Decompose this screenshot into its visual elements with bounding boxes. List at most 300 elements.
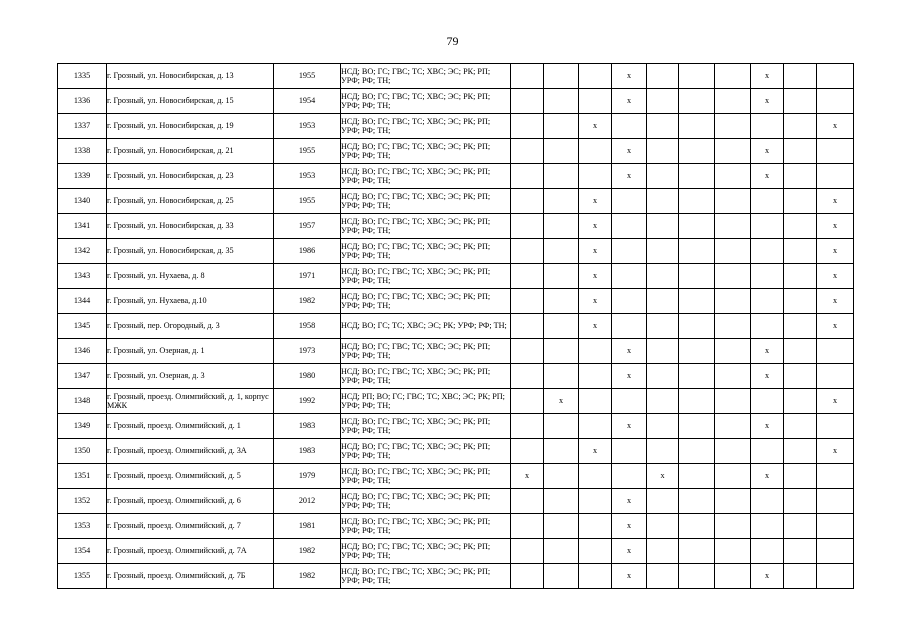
table-row bbox=[58, 64, 854, 89]
mark-cell-1 bbox=[511, 189, 544, 214]
mark-cell-2 bbox=[544, 264, 579, 289]
address-cell: г. Грозный, проезд. Олимпийский, д. 1, корпус МЖК bbox=[107, 389, 274, 414]
mark-cell-5 bbox=[647, 189, 679, 214]
mark-cell-7 bbox=[715, 514, 751, 539]
mark-cell-10 bbox=[817, 139, 854, 164]
mark-cell-2 bbox=[544, 539, 579, 564]
construction-year-cell: 1955 bbox=[274, 64, 341, 89]
construction-year-cell: 1982 bbox=[274, 564, 341, 589]
mark-cell-9 bbox=[784, 539, 817, 564]
mark-cell-10: x bbox=[817, 214, 854, 239]
engineering-systems-cell: НСД; ВО; ГС; ГВС; ТС; ХВС; ЭС; РК; РП; УРФ; РФ; ТН; bbox=[341, 514, 511, 539]
mark-cell-6 bbox=[679, 314, 715, 339]
address-cell: г. Грозный, ул. Новосибирская, д. 13 bbox=[107, 64, 274, 89]
mark-cell-8 bbox=[751, 239, 784, 264]
mark-cell-9 bbox=[784, 489, 817, 514]
mark-cell-6 bbox=[679, 139, 715, 164]
address-cell: г. Грозный, ул. Новосибирская, д. 15 bbox=[107, 89, 274, 114]
mark-cell-2 bbox=[544, 314, 579, 339]
mark-cell-1 bbox=[511, 264, 544, 289]
mark-cell-7 bbox=[715, 139, 751, 164]
address-cell: г. Грозный, ул. Новосибирская, д. 23 bbox=[107, 164, 274, 189]
row-number-cell: 1345 bbox=[58, 314, 107, 339]
housing-registry-table bbox=[57, 63, 854, 589]
address-cell: г. Грозный, ул. Нухаева, д.10 bbox=[107, 289, 274, 314]
mark-cell-4 bbox=[612, 239, 647, 264]
mark-cell-8 bbox=[751, 514, 784, 539]
mark-cell-5: x bbox=[647, 464, 679, 489]
mark-cell-6 bbox=[679, 189, 715, 214]
row-number-cell: 1337 bbox=[58, 114, 107, 139]
mark-cell-2 bbox=[544, 114, 579, 139]
mark-cell-8 bbox=[751, 539, 784, 564]
table-row bbox=[58, 489, 854, 514]
mark-cell-5 bbox=[647, 364, 679, 389]
mark-cell-10: x bbox=[817, 114, 854, 139]
table-row bbox=[58, 89, 854, 114]
address-cell: г. Грозный, ул. Новосибирская, д. 21 bbox=[107, 139, 274, 164]
table-row bbox=[58, 339, 854, 364]
mark-cell-8: x bbox=[751, 339, 784, 364]
mark-cell-10 bbox=[817, 89, 854, 114]
mark-cell-8: x bbox=[751, 464, 784, 489]
table-row bbox=[58, 564, 854, 589]
mark-cell-3 bbox=[579, 564, 612, 589]
row-number-cell: 1355 bbox=[58, 564, 107, 589]
mark-cell-3 bbox=[579, 514, 612, 539]
construction-year-cell: 1955 bbox=[274, 139, 341, 164]
mark-cell-6 bbox=[679, 264, 715, 289]
row-number-cell: 1350 bbox=[58, 439, 107, 464]
mark-cell-8 bbox=[751, 189, 784, 214]
mark-cell-4 bbox=[612, 389, 647, 414]
mark-cell-6 bbox=[679, 514, 715, 539]
mark-cell-8: x bbox=[751, 364, 784, 389]
mark-cell-1 bbox=[511, 239, 544, 264]
mark-cell-6 bbox=[679, 464, 715, 489]
mark-cell-10: x bbox=[817, 189, 854, 214]
mark-cell-2 bbox=[544, 89, 579, 114]
mark-cell-4 bbox=[612, 314, 647, 339]
construction-year-cell: 1992 bbox=[274, 389, 341, 414]
mark-cell-1 bbox=[511, 564, 544, 589]
mark-cell-8: x bbox=[751, 164, 784, 189]
construction-year-cell: 1980 bbox=[274, 364, 341, 389]
row-number-cell: 1340 bbox=[58, 189, 107, 214]
mark-cell-10: x bbox=[817, 239, 854, 264]
mark-cell-2 bbox=[544, 364, 579, 389]
engineering-systems-cell: НСД; ВО; ГС; ГВС; ТС; ХВС; ЭС; РК; РП; УРФ; РФ; ТН; bbox=[341, 64, 511, 89]
mark-cell-7 bbox=[715, 89, 751, 114]
mark-cell-10: x bbox=[817, 389, 854, 414]
table-row bbox=[58, 464, 854, 489]
mark-cell-9 bbox=[784, 514, 817, 539]
mark-cell-9 bbox=[784, 189, 817, 214]
mark-cell-5 bbox=[647, 289, 679, 314]
address-cell: г. Грозный, ул. Новосибирская, д. 25 bbox=[107, 189, 274, 214]
engineering-systems-cell: НСД; ВО; ГС; ГВС; ТС; ХВС; ЭС; РК; РП; УРФ; РФ; ТН; bbox=[341, 564, 511, 589]
construction-year-cell: 1981 bbox=[274, 514, 341, 539]
mark-cell-2 bbox=[544, 239, 579, 264]
mark-cell-3 bbox=[579, 364, 612, 389]
mark-cell-2 bbox=[544, 564, 579, 589]
mark-cell-5 bbox=[647, 489, 679, 514]
mark-cell-10 bbox=[817, 364, 854, 389]
construction-year-cell: 1953 bbox=[274, 164, 341, 189]
table-row bbox=[58, 189, 854, 214]
row-number-cell: 1354 bbox=[58, 539, 107, 564]
mark-cell-5 bbox=[647, 439, 679, 464]
mark-cell-2 bbox=[544, 339, 579, 364]
mark-cell-5 bbox=[647, 214, 679, 239]
mark-cell-5 bbox=[647, 264, 679, 289]
mark-cell-7 bbox=[715, 289, 751, 314]
mark-cell-7 bbox=[715, 114, 751, 139]
table-row bbox=[58, 389, 854, 414]
engineering-systems-cell: НСД; ВО; ГС; ГВС; ТС; ХВС; ЭС; РК; РП; УРФ; РФ; ТН; bbox=[341, 114, 511, 139]
row-number-cell: 1353 bbox=[58, 514, 107, 539]
mark-cell-6 bbox=[679, 364, 715, 389]
mark-cell-10: x bbox=[817, 439, 854, 464]
construction-year-cell: 1973 bbox=[274, 339, 341, 364]
mark-cell-3 bbox=[579, 164, 612, 189]
mark-cell-6 bbox=[679, 339, 715, 364]
mark-cell-2 bbox=[544, 214, 579, 239]
engineering-systems-cell: НСД; ВО; ГС; ГВС; ТС; ХВС; ЭС; РК; РП; УРФ; РФ; ТН; bbox=[341, 489, 511, 514]
table-row bbox=[58, 164, 854, 189]
mark-cell-3 bbox=[579, 339, 612, 364]
mark-cell-1 bbox=[511, 214, 544, 239]
mark-cell-10 bbox=[817, 489, 854, 514]
mark-cell-7 bbox=[715, 439, 751, 464]
mark-cell-3 bbox=[579, 539, 612, 564]
mark-cell-8: x bbox=[751, 64, 784, 89]
mark-cell-7 bbox=[715, 164, 751, 189]
address-cell: г. Грозный, ул. Озерная, д. 3 bbox=[107, 364, 274, 389]
mark-cell-4: x bbox=[612, 414, 647, 439]
mark-cell-4: x bbox=[612, 564, 647, 589]
engineering-systems-cell: НСД; ВО; ГС; ГВС; ТС; ХВС; ЭС; РК; РП; УРФ; РФ; ТН; bbox=[341, 289, 511, 314]
construction-year-cell: 1958 bbox=[274, 314, 341, 339]
engineering-systems-cell: НСД; ВО; ГС; ГВС; ТС; ХВС; ЭС; РК; РП; УРФ; РФ; ТН; bbox=[341, 464, 511, 489]
mark-cell-1 bbox=[511, 314, 544, 339]
mark-cell-6 bbox=[679, 114, 715, 139]
mark-cell-4: x bbox=[612, 514, 647, 539]
mark-cell-2 bbox=[544, 464, 579, 489]
address-cell: г. Грозный, ул. Новосибирская, д. 33 bbox=[107, 214, 274, 239]
engineering-systems-cell: НСД; ВО; ГС; ГВС; ТС; ХВС; ЭС; РК; РП; УРФ; РФ; ТН; bbox=[341, 264, 511, 289]
mark-cell-4 bbox=[612, 189, 647, 214]
address-cell: г. Грозный, ул. Нухаева, д. 8 bbox=[107, 264, 274, 289]
row-number-cell: 1335 bbox=[58, 64, 107, 89]
mark-cell-7 bbox=[715, 239, 751, 264]
mark-cell-7 bbox=[715, 214, 751, 239]
address-cell: г. Грозный, проезд. Олимпийский, д. 7Б bbox=[107, 564, 274, 589]
mark-cell-9 bbox=[784, 89, 817, 114]
row-number-cell: 1349 bbox=[58, 414, 107, 439]
mark-cell-4: x bbox=[612, 164, 647, 189]
mark-cell-2 bbox=[544, 289, 579, 314]
address-cell: г. Грозный, проезд. Олимпийский, д. 3А bbox=[107, 439, 274, 464]
mark-cell-9 bbox=[784, 264, 817, 289]
mark-cell-5 bbox=[647, 314, 679, 339]
mark-cell-9 bbox=[784, 239, 817, 264]
row-number-cell: 1341 bbox=[58, 214, 107, 239]
table-row bbox=[58, 414, 854, 439]
mark-cell-10 bbox=[817, 464, 854, 489]
engineering-systems-cell: НСД; ВО; ГС; ГВС; ТС; ХВС; ЭС; РК; РП; УРФ; РФ; ТН; bbox=[341, 189, 511, 214]
address-cell: г. Грозный, проезд. Олимпийский, д. 1 bbox=[107, 414, 274, 439]
mark-cell-1 bbox=[511, 139, 544, 164]
mark-cell-3 bbox=[579, 64, 612, 89]
engineering-systems-cell: НСД; ВО; ГС; ГВС; ТС; ХВС; ЭС; РК; РП; УРФ; РФ; ТН; bbox=[341, 539, 511, 564]
construction-year-cell: 1953 bbox=[274, 114, 341, 139]
mark-cell-7 bbox=[715, 489, 751, 514]
mark-cell-5 bbox=[647, 239, 679, 264]
mark-cell-2 bbox=[544, 139, 579, 164]
mark-cell-4 bbox=[612, 214, 647, 239]
mark-cell-10 bbox=[817, 64, 854, 89]
address-cell: г. Грозный, проезд. Олимпийский, д. 6 bbox=[107, 489, 274, 514]
mark-cell-6 bbox=[679, 489, 715, 514]
mark-cell-4 bbox=[612, 114, 647, 139]
mark-cell-8 bbox=[751, 264, 784, 289]
engineering-systems-cell: НСД; ВО; ГС; ГВС; ТС; ХВС; ЭС; РК; РП; УРФ; РФ; ТН; bbox=[341, 164, 511, 189]
address-cell: г. Грозный, проезд. Олимпийский, д. 7А bbox=[107, 539, 274, 564]
mark-cell-1 bbox=[511, 514, 544, 539]
mark-cell-4: x bbox=[612, 364, 647, 389]
mark-cell-5 bbox=[647, 139, 679, 164]
mark-cell-1 bbox=[511, 114, 544, 139]
engineering-systems-cell: НСД; ВО; ГС; ГВС; ТС; ХВС; ЭС; РК; РП; УРФ; РФ; ТН; bbox=[341, 414, 511, 439]
mark-cell-1 bbox=[511, 339, 544, 364]
mark-cell-1: x bbox=[511, 464, 544, 489]
mark-cell-10 bbox=[817, 514, 854, 539]
mark-cell-2: x bbox=[544, 389, 579, 414]
engineering-systems-cell: НСД; ВО; ГС; ГВС; ТС; ХВС; ЭС; РК; РП; УРФ; РФ; ТН; bbox=[341, 89, 511, 114]
table-row bbox=[58, 314, 854, 339]
mark-cell-4: x bbox=[612, 89, 647, 114]
mark-cell-9 bbox=[784, 564, 817, 589]
row-number-cell: 1346 bbox=[58, 339, 107, 364]
mark-cell-3 bbox=[579, 389, 612, 414]
mark-cell-2 bbox=[544, 164, 579, 189]
construction-year-cell: 1971 bbox=[274, 264, 341, 289]
mark-cell-9 bbox=[784, 139, 817, 164]
mark-cell-6 bbox=[679, 64, 715, 89]
construction-year-cell: 1986 bbox=[274, 239, 341, 264]
address-cell: г. Грозный, ул. Новосибирская, д. 35 bbox=[107, 239, 274, 264]
mark-cell-8: x bbox=[751, 89, 784, 114]
construction-year-cell: 1979 bbox=[274, 464, 341, 489]
construction-year-cell: 1983 bbox=[274, 439, 341, 464]
row-number-cell: 1352 bbox=[58, 489, 107, 514]
mark-cell-4: x bbox=[612, 64, 647, 89]
address-cell: г. Грозный, проезд. Олимпийский, д. 7 bbox=[107, 514, 274, 539]
mark-cell-7 bbox=[715, 364, 751, 389]
mark-cell-6 bbox=[679, 289, 715, 314]
mark-cell-6 bbox=[679, 164, 715, 189]
row-number-cell: 1342 bbox=[58, 239, 107, 264]
engineering-systems-cell: НСД; ВО; ГС; ГВС; ТС; ХВС; ЭС; РК; РП; УРФ; РФ; ТН; bbox=[341, 214, 511, 239]
mark-cell-3: x bbox=[579, 214, 612, 239]
mark-cell-8: x bbox=[751, 139, 784, 164]
mark-cell-3: x bbox=[579, 189, 612, 214]
row-number-cell: 1338 bbox=[58, 139, 107, 164]
address-cell: г. Грозный, проезд. Олимпийский, д. 5 bbox=[107, 464, 274, 489]
mark-cell-5 bbox=[647, 564, 679, 589]
mark-cell-5 bbox=[647, 539, 679, 564]
mark-cell-5 bbox=[647, 339, 679, 364]
mark-cell-3 bbox=[579, 139, 612, 164]
table-row bbox=[58, 264, 854, 289]
mark-cell-1 bbox=[511, 389, 544, 414]
mark-cell-7 bbox=[715, 464, 751, 489]
mark-cell-9 bbox=[784, 389, 817, 414]
table-row bbox=[58, 214, 854, 239]
mark-cell-7 bbox=[715, 189, 751, 214]
mark-cell-9 bbox=[784, 439, 817, 464]
table-row bbox=[58, 139, 854, 164]
construction-year-cell: 1982 bbox=[274, 289, 341, 314]
mark-cell-10 bbox=[817, 539, 854, 564]
mark-cell-7 bbox=[715, 539, 751, 564]
mark-cell-6 bbox=[679, 414, 715, 439]
construction-year-cell: 1955 bbox=[274, 189, 341, 214]
mark-cell-8 bbox=[751, 389, 784, 414]
mark-cell-7 bbox=[715, 314, 751, 339]
row-number-cell: 1336 bbox=[58, 89, 107, 114]
mark-cell-8 bbox=[751, 314, 784, 339]
engineering-systems-cell: НСД; ВО; ГС; ГВС; ТС; ХВС; ЭС; РК; РП; УРФ; РФ; ТН; bbox=[341, 364, 511, 389]
engineering-systems-cell: НСД; ВО; ГС; ТС; ХВС; ЭС; РК; УРФ; РФ; ТН; bbox=[341, 314, 511, 339]
mark-cell-3: x bbox=[579, 439, 612, 464]
mark-cell-2 bbox=[544, 414, 579, 439]
mark-cell-4 bbox=[612, 464, 647, 489]
mark-cell-1 bbox=[511, 364, 544, 389]
engineering-systems-cell: НСД; ВО; ГС; ГВС; ТС; ХВС; ЭС; РК; РП; УРФ; РФ; ТН; bbox=[341, 239, 511, 264]
mark-cell-10 bbox=[817, 564, 854, 589]
mark-cell-7 bbox=[715, 414, 751, 439]
construction-year-cell: 1982 bbox=[274, 539, 341, 564]
mark-cell-6 bbox=[679, 214, 715, 239]
mark-cell-3 bbox=[579, 89, 612, 114]
engineering-systems-cell: НСД; ВО; ГС; ГВС; ТС; ХВС; ЭС; РК; РП; УРФ; РФ; ТН; bbox=[341, 439, 511, 464]
mark-cell-1 bbox=[511, 539, 544, 564]
mark-cell-10 bbox=[817, 164, 854, 189]
table-row bbox=[58, 514, 854, 539]
mark-cell-4: x bbox=[612, 339, 647, 364]
mark-cell-9 bbox=[784, 289, 817, 314]
mark-cell-3 bbox=[579, 489, 612, 514]
mark-cell-2 bbox=[544, 514, 579, 539]
table-row bbox=[58, 439, 854, 464]
engineering-systems-cell: НСД; ВО; ГС; ГВС; ТС; ХВС; ЭС; РК; РП; УРФ; РФ; ТН; bbox=[341, 339, 511, 364]
row-number-cell: 1347 bbox=[58, 364, 107, 389]
page-number: 79 bbox=[446, 34, 459, 48]
mark-cell-1 bbox=[511, 89, 544, 114]
address-cell: г. Грозный, ул. Озерная, д. 1 bbox=[107, 339, 274, 364]
mark-cell-8 bbox=[751, 114, 784, 139]
mark-cell-4 bbox=[612, 264, 647, 289]
table-row bbox=[58, 239, 854, 264]
mark-cell-4 bbox=[612, 289, 647, 314]
mark-cell-8 bbox=[751, 489, 784, 514]
row-number-cell: 1351 bbox=[58, 464, 107, 489]
mark-cell-2 bbox=[544, 64, 579, 89]
construction-year-cell: 2012 bbox=[274, 489, 341, 514]
engineering-systems-cell: НСД; РП; ВО; ГС; ГВС; ТС; ХВС; ЭС; РК; РП; УРФ; РФ; ТН; bbox=[341, 389, 511, 414]
address-cell: г. Грозный, пер. Огородный, д. 3 bbox=[107, 314, 274, 339]
mark-cell-8 bbox=[751, 289, 784, 314]
mark-cell-5 bbox=[647, 514, 679, 539]
mark-cell-1 bbox=[511, 489, 544, 514]
mark-cell-2 bbox=[544, 189, 579, 214]
mark-cell-5 bbox=[647, 389, 679, 414]
mark-cell-3: x bbox=[579, 314, 612, 339]
mark-cell-4: x bbox=[612, 489, 647, 514]
mark-cell-5 bbox=[647, 414, 679, 439]
mark-cell-9 bbox=[784, 364, 817, 389]
mark-cell-7 bbox=[715, 64, 751, 89]
table-row bbox=[58, 289, 854, 314]
mark-cell-6 bbox=[679, 539, 715, 564]
mark-cell-1 bbox=[511, 289, 544, 314]
mark-cell-9 bbox=[784, 214, 817, 239]
mark-cell-4: x bbox=[612, 539, 647, 564]
mark-cell-6 bbox=[679, 89, 715, 114]
mark-cell-8 bbox=[751, 214, 784, 239]
mark-cell-3: x bbox=[579, 239, 612, 264]
mark-cell-8: x bbox=[751, 564, 784, 589]
mark-cell-7 bbox=[715, 389, 751, 414]
mark-cell-6 bbox=[679, 564, 715, 589]
table-body bbox=[58, 64, 854, 589]
mark-cell-8: x bbox=[751, 414, 784, 439]
mark-cell-5 bbox=[647, 64, 679, 89]
table-row bbox=[58, 114, 854, 139]
mark-cell-2 bbox=[544, 439, 579, 464]
construction-year-cell: 1983 bbox=[274, 414, 341, 439]
construction-year-cell: 1957 bbox=[274, 214, 341, 239]
mark-cell-9 bbox=[784, 339, 817, 364]
construction-year-cell: 1954 bbox=[274, 89, 341, 114]
table-row bbox=[58, 364, 854, 389]
address-cell: г. Грозный, ул. Новосибирская, д. 19 bbox=[107, 114, 274, 139]
mark-cell-3 bbox=[579, 414, 612, 439]
mark-cell-7 bbox=[715, 339, 751, 364]
mark-cell-10: x bbox=[817, 264, 854, 289]
table-row bbox=[58, 539, 854, 564]
mark-cell-1 bbox=[511, 164, 544, 189]
mark-cell-1 bbox=[511, 64, 544, 89]
mark-cell-10 bbox=[817, 414, 854, 439]
mark-cell-9 bbox=[784, 164, 817, 189]
mark-cell-6 bbox=[679, 439, 715, 464]
mark-cell-2 bbox=[544, 489, 579, 514]
mark-cell-9 bbox=[784, 64, 817, 89]
mark-cell-4: x bbox=[612, 139, 647, 164]
mark-cell-9 bbox=[784, 464, 817, 489]
row-number-cell: 1344 bbox=[58, 289, 107, 314]
mark-cell-4 bbox=[612, 439, 647, 464]
mark-cell-3: x bbox=[579, 264, 612, 289]
mark-cell-9 bbox=[784, 314, 817, 339]
mark-cell-3: x bbox=[579, 114, 612, 139]
engineering-systems-cell: НСД; ВО; ГС; ГВС; ТС; ХВС; ЭС; РК; РП; УРФ; РФ; ТН; bbox=[341, 139, 511, 164]
row-number-cell: 1339 bbox=[58, 164, 107, 189]
mark-cell-5 bbox=[647, 114, 679, 139]
